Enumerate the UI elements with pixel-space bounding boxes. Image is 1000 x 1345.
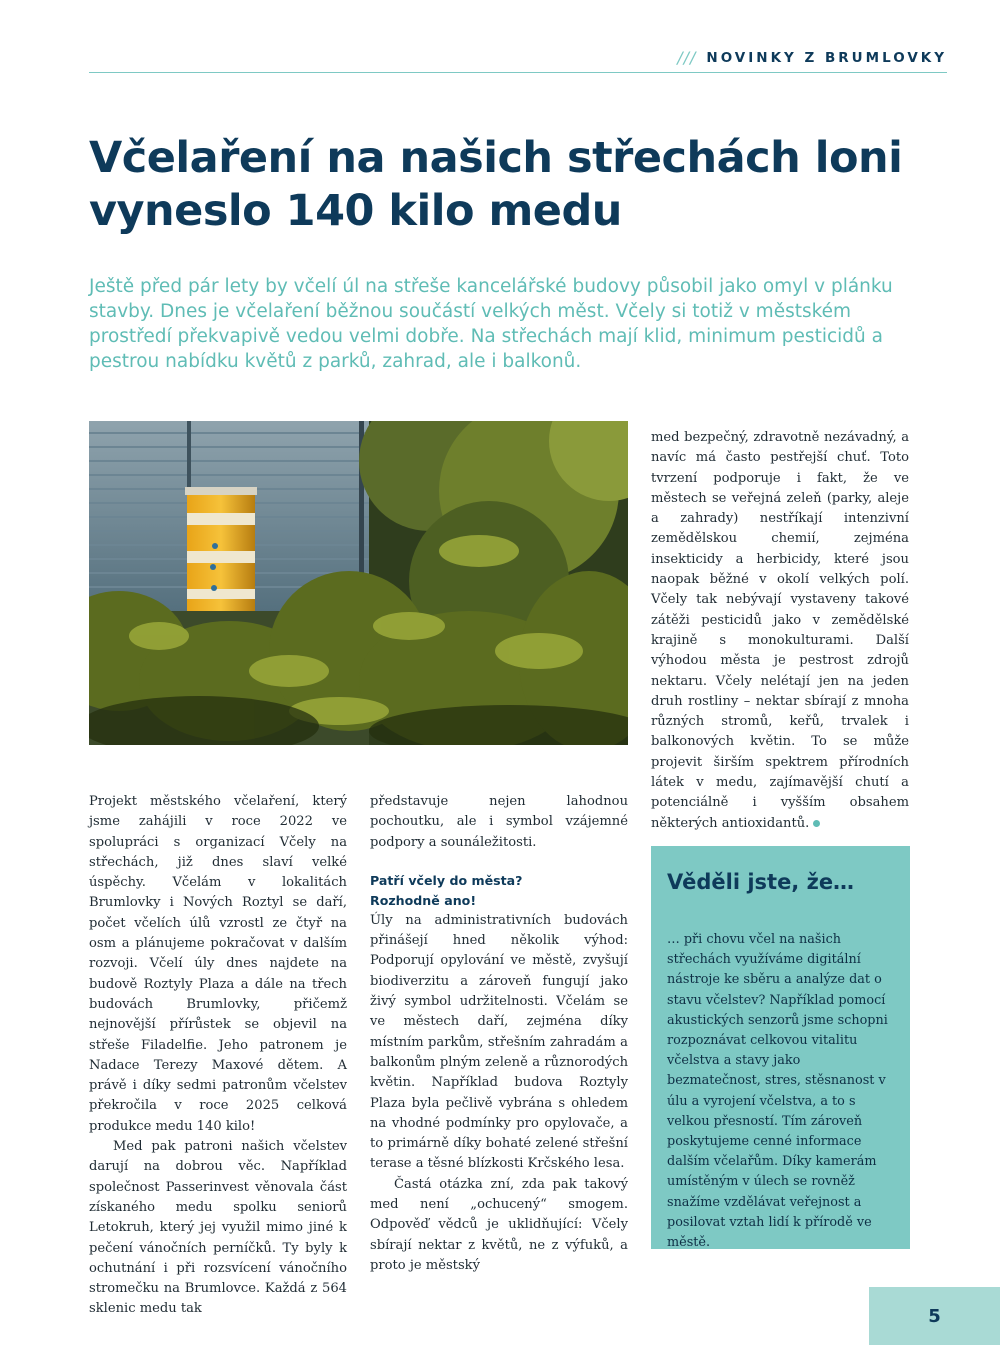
article-column-1: [89, 792, 347, 1320]
section-header: [677, 48, 947, 67]
article-title: Včelaření na našich střechách loni vyneslo 140 kilo medu: [89, 133, 903, 236]
infobox-title: Věděli jste, že…: [667, 870, 855, 894]
subheading-line-1: Patří včely do města?: [370, 872, 523, 888]
body-paragraph: Projekt městského včelaření, který jsme zahájili v roce 2022 ve spolupráci s organizací Včely na střechách, již dnes slaví velké úspěchy. Včelám v lokalitách Brumlovky i Nových Roztyl se daří, počet včelích úlů vzrostl ze čtyř na osm a plánujeme pokračovat v dalším rozvoji. Včelí úly dnes najdete na budově Roztyly Plaza a dále na třech budovách Brumlovky, přičemž nejnovější přírůstek se objevil na střeše Filadelfie. Jeho patronem je Nadace Terezy Maxové dětem. A právě i díky sedmi patronům včelstev překročila v roce 2025 celková produkce medu 140 kilo!: [89, 794, 347, 1134]
body-paragraph: představuje nejen lahodnou pochoutku, ale i symbol vzájemné podpory a sounáležitosti.: [370, 794, 628, 850]
article-column-2: [370, 792, 628, 1276]
subheading-line-2: Rozhodně ano!: [370, 892, 477, 908]
body-paragraph: Med pak patroni našich včelstev darují na dobrou věc. Například společnost Passerinvest věnovala část získaného medu spolku seniorů Letokruh, který jej využil mimo jiné k pečení vánočních perníčků. Ty byly k ochutnání i při rozsvícení vánočního stromečku na Brumlovce. Každá z 564 sklenic medu tak: [89, 1139, 347, 1317]
body-paragraph: Úly na administrativních budovách přinášejí hned několik výhod: Podporují opylování ve městě, zvyšují biodiverzitu a zároveň fungují jako živý symbol udržitelnosti. Včelám se ve městech daří, zejména díky místním parkům, střešním zahradám a balkonům plným zeleně a různorodých květin. Například budova Roztyly Plaza byla pečlivě vybrána s ohledem na vhodné podmínky pro opylovače, a to primárně díky bohaté zelené střešní terase a těsné blízkosti Krčského lesa.: [370, 912, 628, 1172]
article-lead: Ještě před pár lety by včelí úl na střeše kancelářské budovy působil jako omyl v plánku stavby. Dnes je včelaření běžnou součástí velkých měst. Včely si totiž v městském prostředí překvapivě vedou velmi dobře. Na střechách mají klid, minimum pesticidů a pestrou nabídku květů z parků, zahrad, ale i balkonů.: [89, 276, 893, 372]
header-slashes: ///: [677, 48, 697, 67]
end-mark-icon: [813, 820, 820, 827]
page-number: 5: [869, 1287, 1000, 1345]
body-paragraph: Častá otázka zní, zda pak takový med není „ochucený“ smogem. Odpověď vědců je uklidňující: Včely sbírají nektar z květů, ne z výfuků, a proto je městský: [370, 1176, 628, 1273]
header-divider: [89, 72, 947, 73]
section-label: NOVINKY Z BRUMLOVKY: [706, 49, 947, 66]
section-subheading: [370, 871, 628, 911]
article-column-3: [651, 428, 909, 834]
did-you-know-box: [651, 846, 910, 1249]
beehive-photo: [89, 421, 628, 745]
body-paragraph: med bezpečný, zdravotně nezávadný, a navíc má často pestřejší chuť. Toto tvrzení podporuje i fakt, že ve městech se veřejná zeleň (parky, aleje a zahrady) nestříkají intenzivní zemědělskou chemií, zejména insekticidy a herbicidy, které jsou naopak běžné v okolí velkých polí. Včely tak nebývají vystaveny takové zátěži pesticidů jako v zemědělské krajině s monokulturami. Další výhodou města je pestrost zdrojů nektaru. Včely nelétají jen na jeden druh rostliny – nektar sbírají z mnoha různých stromů, keřů, trvalek i balkonových květin. To se může projevit širším spektrem přírodních látek v medu, zajímavější chutí a potenciálně i vyšším obsahem některých antioxidantů.: [651, 430, 909, 831]
infobox-text: … při chovu včel na našich střechách využíváme digitální nástroje ke sběru a analýze dat o stavu včelstev? Například pomocí akustických senzorů jsme schopni rozpoznávat celkovou vitalitu včelstva a stavy jako bezmatečnost, stres, stěsnanost v úlu a vyrojení včelstva, a to s velkou přesností. Tím zároveň poskytujeme cenné informace dalším včelařům. Díky kamerám umístěným v úlech se rovněž snažíme vzdělávat veřejnost a posilovat vztah lidí k přírodě ve městě.: [667, 932, 888, 1251]
